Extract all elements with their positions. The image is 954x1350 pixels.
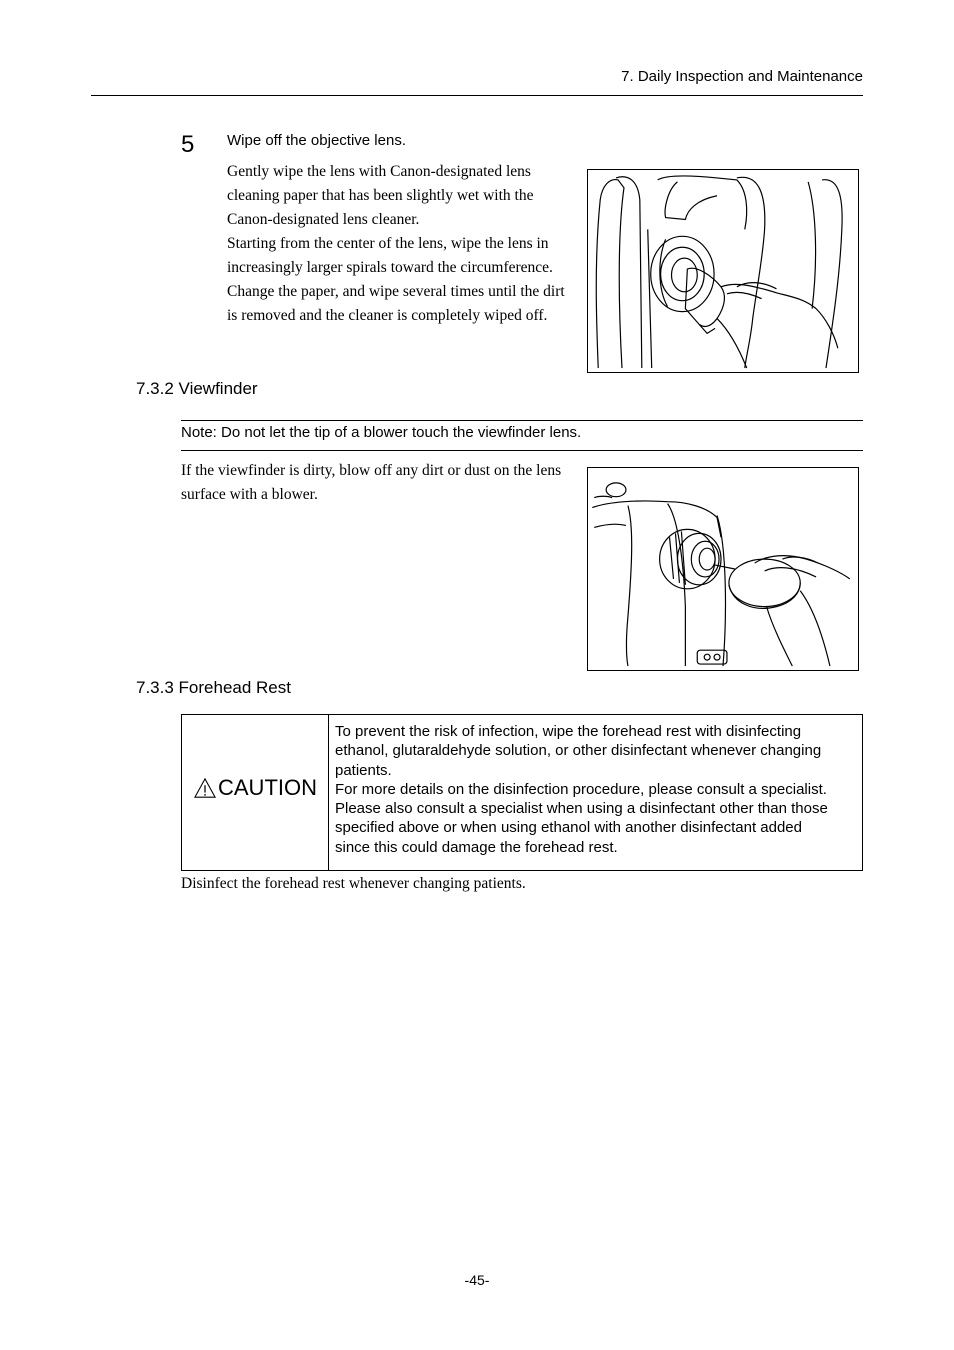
step-line: Change the paper, and wipe several times until the dirt xyxy=(227,283,565,300)
step-line: is removed and the cleaner is completely wiped off. xyxy=(227,307,548,324)
running-header: 7. Daily Inspection and Maintenance xyxy=(621,68,863,85)
step-line: Starting from the center of the lens, wipe the lens in xyxy=(227,235,549,252)
caution-line: patients. xyxy=(335,761,392,779)
note-top-rule xyxy=(181,420,863,421)
forehead-rest-instructions: Disinfect the forehead rest whenever changing patients. xyxy=(181,875,526,892)
warning-triangle-icon xyxy=(194,777,216,799)
caution-line: Please also consult a specialist when using a disinfectant other than those xyxy=(335,800,828,818)
section-heading-viewfinder: 7.3.2 Viewfinder xyxy=(136,379,258,398)
note-bottom-rule xyxy=(181,450,863,451)
viewfinder-instructions xyxy=(181,459,581,507)
step-title: Wipe off the objective lens. xyxy=(227,132,406,149)
caution-label xyxy=(194,775,317,801)
viewfinder-line: surface with a blower. xyxy=(181,486,318,503)
caution-line: specified above or when using ethanol with another disinfectant added xyxy=(335,819,802,837)
caution-message xyxy=(335,722,857,857)
note-text: Note: Do not let the tip of a blower touch the viewfinder lens. xyxy=(181,424,582,441)
section-heading-forehead-rest: 7.3.3 Forehead Rest xyxy=(136,678,291,697)
caution-divider xyxy=(328,714,329,871)
caution-line: since this could damage the forehead rest. xyxy=(335,838,618,856)
caution-line: ethanol, glutaraldehyde solution, or other disinfectant whenever changing xyxy=(335,742,822,760)
step-instructions xyxy=(227,160,577,328)
viewfinder-line: If the viewfinder is dirty, blow off any dirt or dust on the lens xyxy=(181,462,562,479)
header-rule xyxy=(91,95,863,96)
step-line: cleaning paper that has been slightly wet with the xyxy=(227,187,534,204)
page-number: -45- xyxy=(464,1272,490,1288)
step-line: Canon-designated lens cleaner. xyxy=(227,211,420,228)
caution-line: For more details on the disinfection procedure, please consult a specialist. xyxy=(335,780,827,798)
objective-lens-illustration xyxy=(587,169,859,373)
viewfinder-illustration xyxy=(587,467,859,671)
caution-line: To prevent the risk of infection, wipe the forehead rest with disinfecting xyxy=(335,723,802,740)
caution-word: CAUTION xyxy=(218,775,317,800)
step-line: increasingly larger spirals toward the circumference. xyxy=(227,259,553,276)
step-number: 5 xyxy=(181,131,195,158)
step-line: Gently wipe the lens with Canon-designated lens xyxy=(227,163,531,180)
